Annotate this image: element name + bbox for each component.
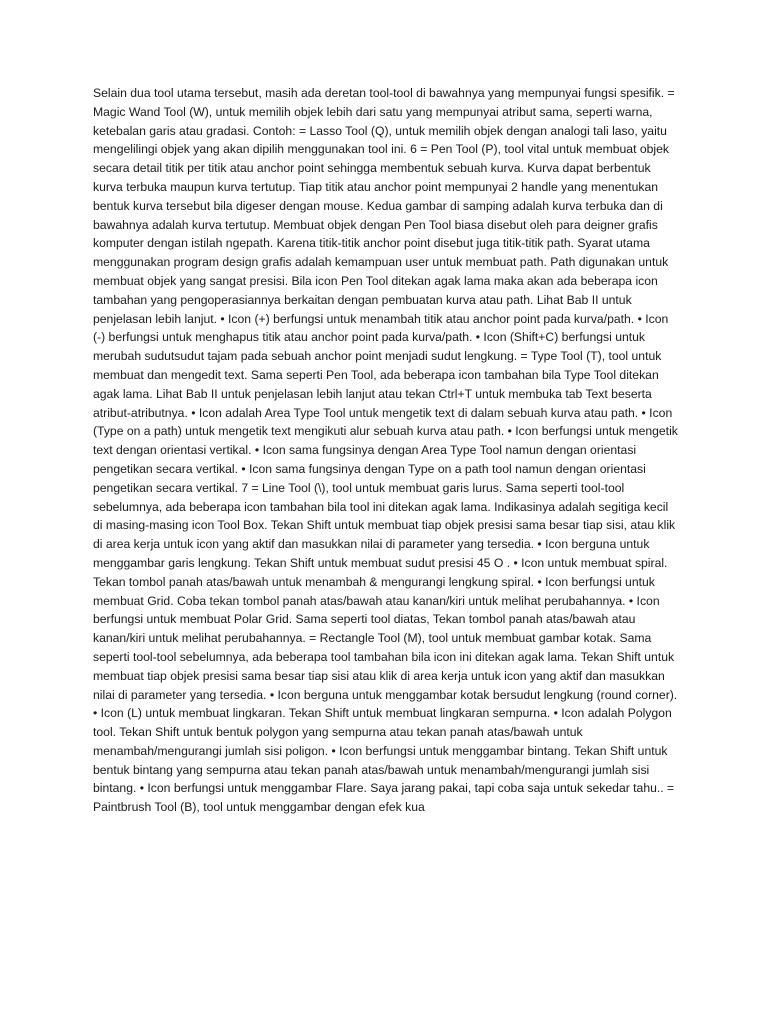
body-paragraph: Selain dua tool utama tersebut, masih ada deretan tool-tool di bawahnya yang mempunyai fungsi spesifik. = Magic Wand Tool (W), untuk memilih objek lebih dari satu yang mempunyai atribut sama, seperti warna, ketebalan garis atau gradasi. Contoh: = Lasso Tool (Q), untuk memilih objek dengan analogi tali laso, yaitu mengelilingi objek yang akan dipilih menggunakan tool ini. 6 = Pen Tool (P), tool vital untuk membuat objek secara detail titik per titik atau anchor point sehingga membentuk sebuah kurva. Kurva dapat berbentuk kurva terbuka maupun kurva tertutup. Tiap titik atau anchor point mempunyai 2 handle yang menentukan bentuk kurva tersebut bila digeser dengan mouse. Kedua gambar di samping adalah kurva terbuka dan di bawahnya adalah kurva tertutup. Membuat objek dengan Pen Tool biasa disebut oleh para deigner grafis komputer dengan istilah ngepath. Karena titik-titik anchor point disebut juga titik-titik path. Syarat utama menggunakan program design grafis adalah kemampuan user untuk membuat path. Path digunakan untuk membuat objek yang sangat presisi. Bila icon Pen Tool ditekan agak lama maka akan ada beberapa icon tambahan yang pengoperasiannya berkaitan dengan pembuatan kurva atau path. Lihat Bab II untuk penjelasan lebih lanjut. • Icon (+) berfungsi untuk menambah titik atau anchor point pada kurva/path. • Icon (-) berfungsi untuk menghapus titik atau anchor point pada kurva/path. • Icon (Shift+C) berfungsi untuk merubah sudutsudut tajam pada sebuah anchor point menjadi sudut lengkung. = Type Tool (T), tool untuk membuat dan mengedit text. Sama seperti Pen Tool, ada beberapa icon tambahan bila Type Tool ditekan agak lama. Lihat Bab II untuk penjelasan lebih lanjut atau tekan Ctrl+T untuk membuka tab Text beserta atribut-atributnya. • Icon adalah Area Type Tool untuk mengetik text di dalam sebuah kurva atau path. • Icon (Type on a path) untuk mengetik text mengikuti alur sebuah kurva atau path. • Icon berfungsi untuk mengetik text dengan orientasi vertikal. • Icon sama fungsinya dengan Area Type Tool namun dengan orientasi pengetikan secara vertikal. • Icon sama fungsinya dengan Type on a path tool namun dengan orientasi pengetikan secara vertikal. 7 = Line Tool (\), tool untuk membuat garis lurus. Sama seperti tool-tool sebelumnya, ada beberapa icon tambahan bila tool ini ditekan agak lama. Indikasinya adalah segitiga kecil di masing-masing icon Tool Box. Tekan Shift untuk membuat tiap objek presisi sama besar tiap sisi, atau klik di area kerja untuk icon yang aktif dan masukkan nilai di parameter yang tersedia. • Icon berguna untuk menggambar garis lengkung. Tekan Shift untuk membuat sudut presisi 45 O . • Icon untuk membuat spiral. Tekan tombol panah atas/bawah untuk menambah & mengurangi lengkung spiral. • Icon berfungsi untuk membuat Grid. Coba tekan tombol panah atas/bawah atau kanan/kiri untuk melihat perubahannya. • Icon berfungsi untuk membuat Polar Grid. Sama seperti tool diatas, Tekan tombol panah atas/bawah atau kanan/kiri untuk melihat perubahannya. = Rectangle Tool (M), tool untuk membuat gambar kotak. Sama seperti tool-tool sebelumnya, ada beberapa tool tambahan bila icon ini ditekan agak lama. Tekan Shift untuk membuat tiap objek presisi sama besar tiap sisi atau klik di area kerja untuk icon yang aktif dan masukkan nilai di parameter yang tersedia. • Icon berguna untuk menggambar kotak bersudut lengkung (round corner). • Icon (L) untuk membuat lingkaran. Tekan Shift untuk membuat lingkaran sempurna. • Icon adalah Polygon tool. Tekan Shift untuk bentuk polygon yang sempurna atau tekan panah atas/bawah untuk menambah/mengurangi jumlah sisi poligon. • Icon berfungsi untuk menggambar bintang. Tekan Shift untuk bentuk bintang yang sempurna atau tekan panah atas/bawah untuk menambah/mengurangi jumlah sisi bintang. • Icon berfungsi untuk menggambar Flare. Saya jarang pakai, tapi coba saja untuk sekedar tahu.. = Paintbrush Tool (B), tool untuk menggambar dengan efek kua xyxy=(93,86,678,815)
body-text-block xyxy=(93,84,679,817)
